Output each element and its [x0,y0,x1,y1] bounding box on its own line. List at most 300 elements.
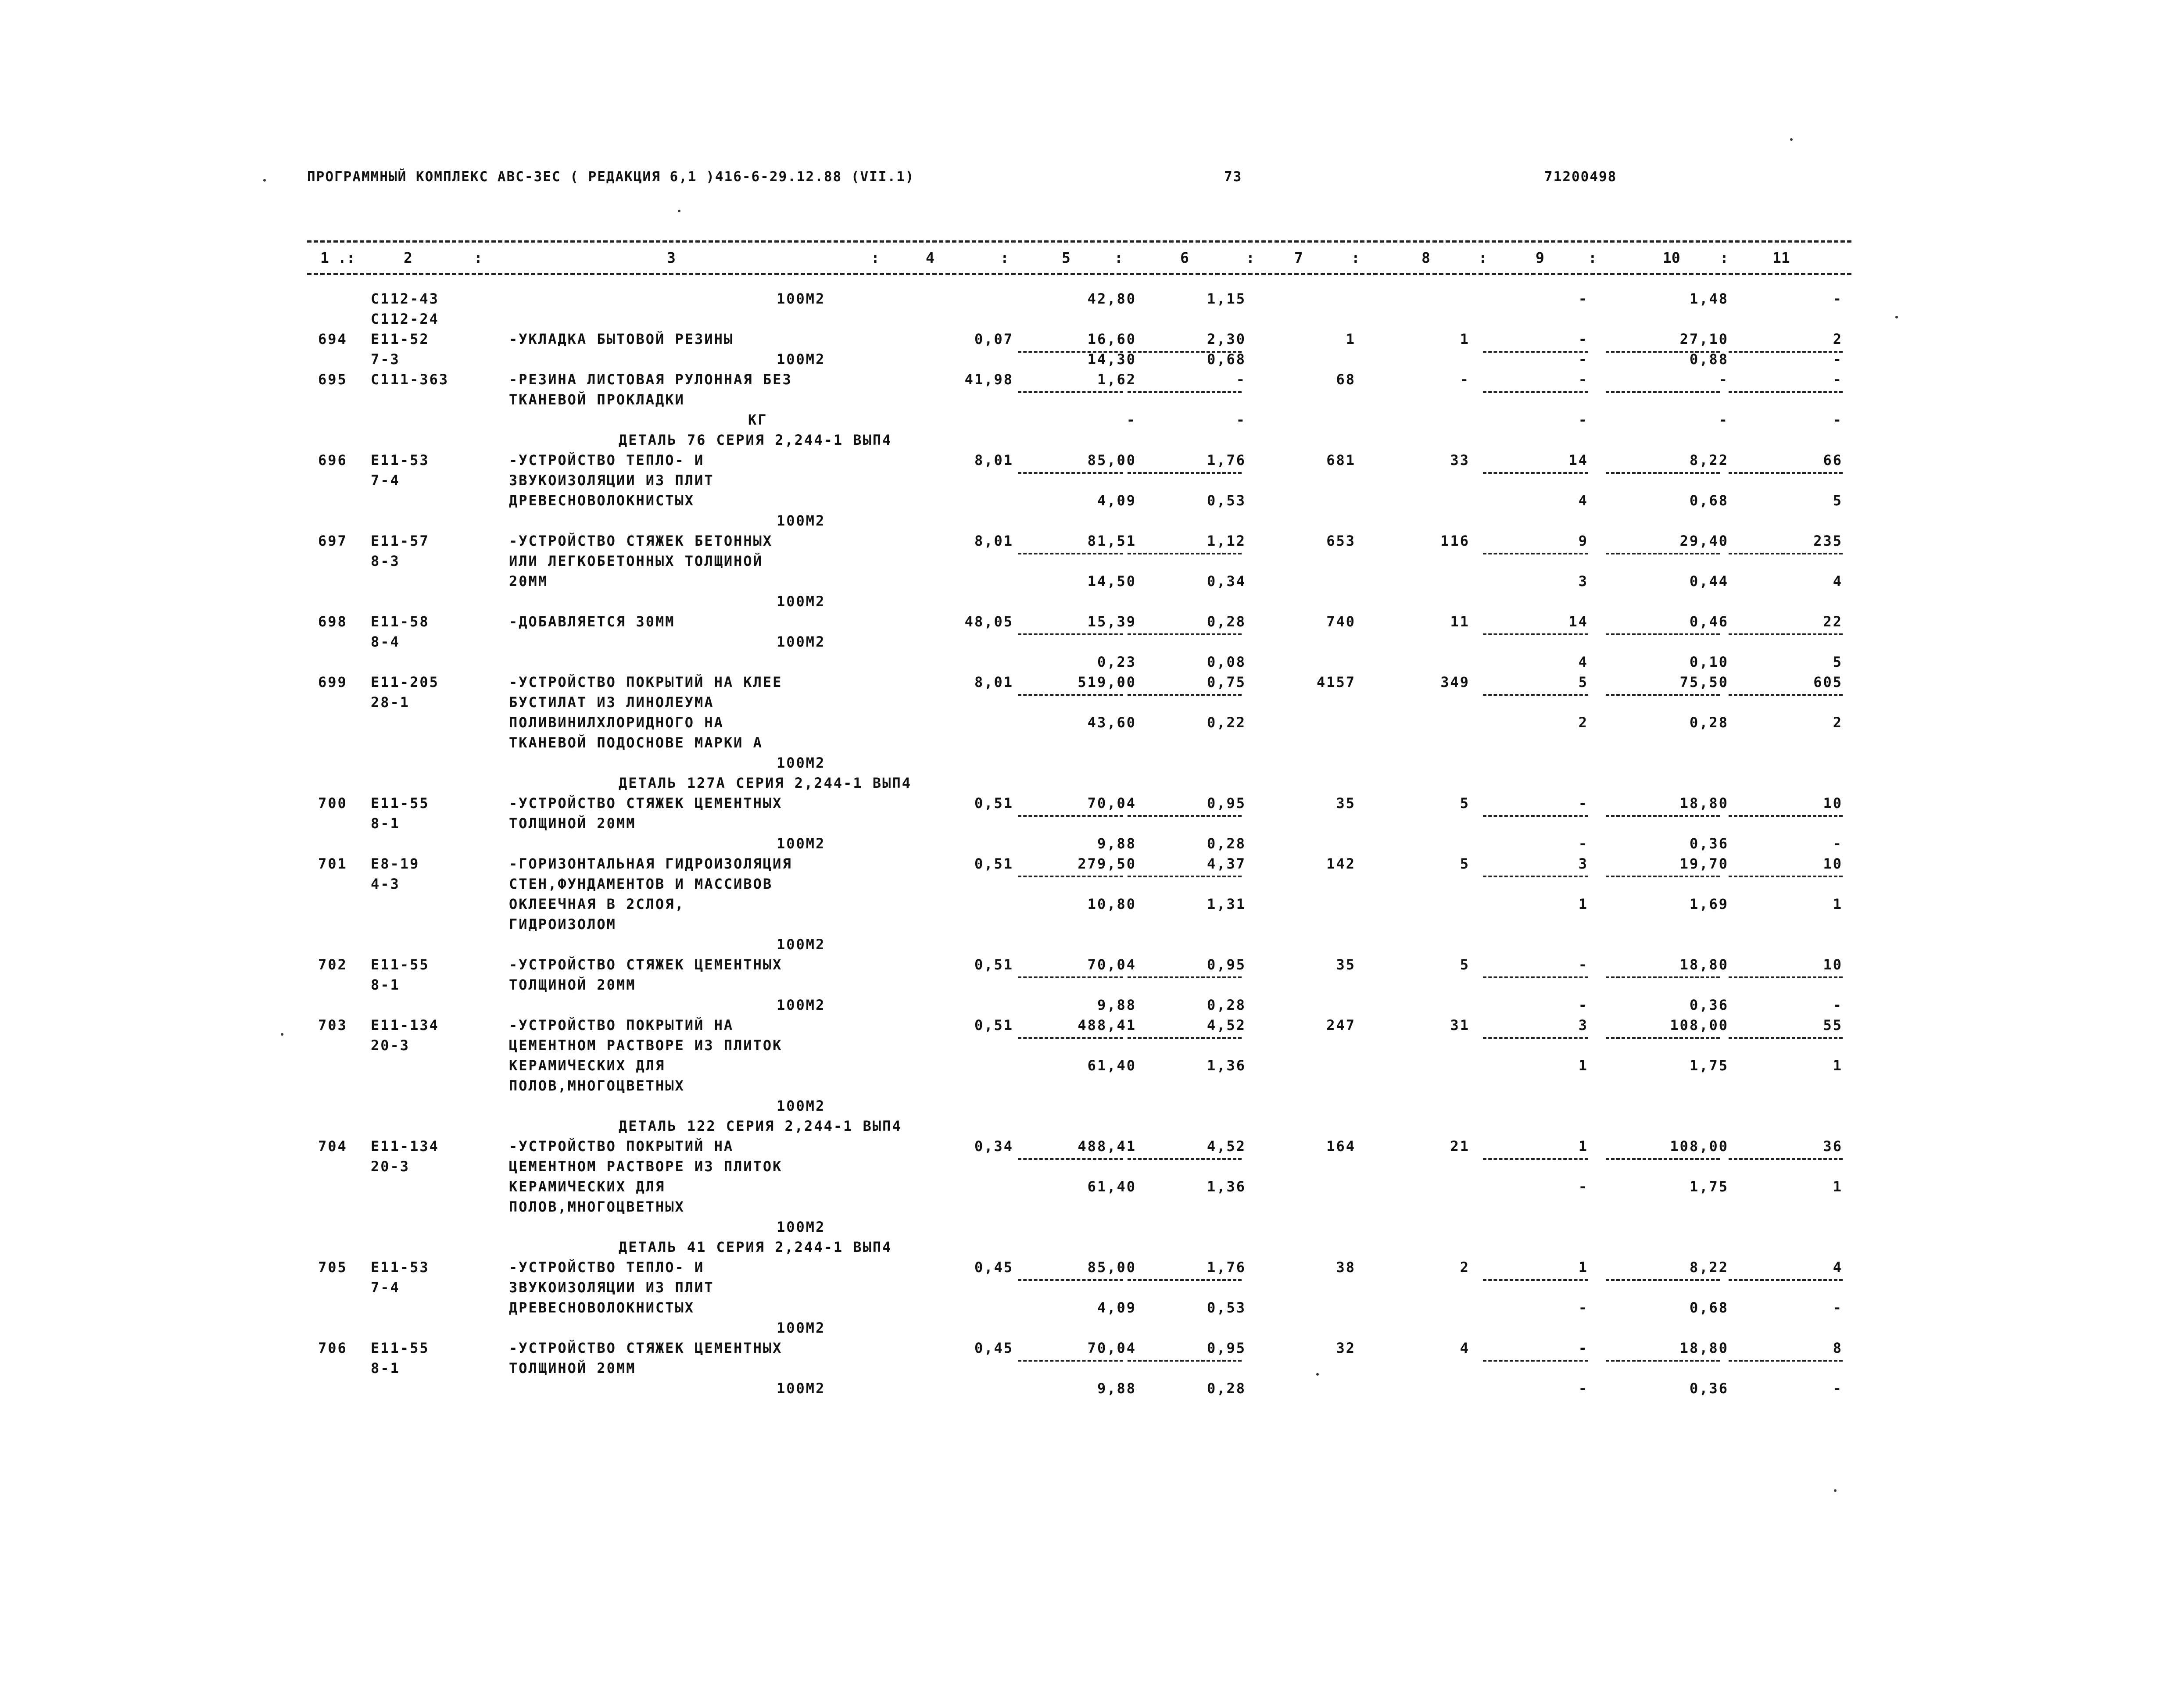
subtotal-separator [1606,976,1720,978]
rate-code: Е11-55 [371,956,430,973]
col10-value: 18,80 [1679,1340,1729,1356]
subtotal-separator [1483,876,1588,877]
quantity: 0,51 [974,1017,1013,1033]
subtotal-separator [1018,1360,1123,1362]
subtotal-separator [1128,976,1242,978]
subtotal-separator [1606,472,1720,474]
unit-of-measure: 100М2 [777,633,826,650]
entry-number: 701 [318,855,347,872]
col6-value: 0,34 [1207,573,1246,590]
rate-code: 28-1 [371,694,410,711]
col9-value: 14 [1568,613,1588,630]
work-description: -УСТРОЙСТВО СТЯЖЕК ЦЕМЕНТНЫХ [509,795,783,812]
col6-value: 0,68 [1207,351,1246,368]
work-description: -УСТРОЙСТВО СТЯЖЕК ЦЕМЕНТНЫХ [509,1340,783,1356]
rate-code: 8-1 [371,1360,400,1377]
work-description: 20ММ [509,573,548,590]
col11-value: - [1833,1299,1843,1316]
column-header: : [871,249,880,266]
column-header: : [1114,249,1123,266]
quantity: 0,45 [974,1259,1013,1276]
col8-value: 116 [1440,533,1470,549]
col5-value: 9,88 [1097,997,1136,1013]
subtotal-separator [1729,876,1843,877]
col11-value: 10 [1823,855,1843,872]
col7-value: 32 [1336,1340,1356,1356]
col11-value: 10 [1823,956,1843,973]
subtotal-separator [1606,1279,1720,1281]
col8-value: 11 [1450,613,1470,630]
col5-value: 488,41 [1078,1138,1136,1155]
col5-value: 4,09 [1097,492,1136,509]
col10-value: 1,48 [1689,290,1729,307]
subtotal-separator [1483,694,1588,696]
col8-value: 31 [1450,1017,1470,1033]
page-number: 73 [1224,169,1242,185]
col9-value: - [1578,1340,1588,1356]
col11-value: - [1833,351,1843,368]
subtotal-separator [1729,1279,1843,1281]
col5-value: 70,04 [1087,956,1136,973]
scan-speck [1834,1489,1837,1492]
col10-value: 0,88 [1689,351,1729,368]
unit-of-measure: 100М2 [777,1219,826,1235]
col9-value: 1 [1578,1138,1588,1155]
col11-value: 55 [1823,1017,1843,1033]
col9-value: 9 [1578,533,1588,549]
work-description: -ГОРИЗОНТАЛЬНАЯ ГИДРОИЗОЛЯЦИЯ [509,855,792,872]
quantity: 0,34 [974,1138,1013,1155]
column-header: 4 [926,249,934,266]
rate-code: 4-3 [371,876,400,892]
col6-value: 1,31 [1207,896,1246,912]
scan-speck [678,210,680,212]
unit-of-measure: 100М2 [777,1098,826,1114]
col11-value: 1 [1833,1057,1843,1074]
column-header: 10 [1663,249,1680,266]
work-description: -УКЛАДКА БЫТОВОЙ РЕЗИНЫ [509,331,734,347]
col6-value: 1,76 [1207,452,1246,468]
col6-value: 0,95 [1207,1340,1246,1356]
col7-value: 653 [1326,533,1356,549]
col10-value: - [1719,371,1729,388]
work-description: ТОЛЩИНОЙ 20ММ [509,1360,636,1377]
rate-code: С112-24 [371,311,439,327]
col11-value: 5 [1833,492,1843,509]
scan-speck [1790,138,1793,141]
quantity: 8,01 [974,674,1013,690]
work-description: ТКАНЕВОЙ ПОДОСНОВЕ МАРКИ А [509,734,763,751]
col5-value: 70,04 [1087,795,1136,812]
col5-value: 0,23 [1097,654,1136,670]
col10-value: 0,36 [1689,835,1729,852]
work-description: ТОЛЩИНОЙ 20ММ [509,815,636,832]
col9-value: 14 [1568,452,1588,468]
subtotal-separator [1606,391,1720,393]
work-description: ПОЛОВ,МНОГОЦВЕТНЫХ [509,1077,685,1094]
subtotal-separator [1483,391,1588,393]
col7-value: 142 [1326,855,1356,872]
col6-value: - [1236,411,1246,428]
col6-value: 0,28 [1207,613,1246,630]
subtotal-separator [1606,1158,1720,1160]
col9-value: - [1578,997,1588,1013]
col6-value: 0,28 [1207,1380,1246,1397]
col8-value: 2 [1460,1259,1470,1276]
rate-code: 8-1 [371,815,400,832]
unit-of-measure: 100М2 [777,512,826,529]
table-top-rule [307,240,1851,243]
entry-number: 706 [318,1340,347,1356]
col5-value: 10,80 [1087,896,1136,912]
col11-value: 4 [1833,1259,1843,1276]
quantity: 0,07 [974,331,1013,347]
subtotal-separator [1128,1037,1242,1039]
col7-value: 740 [1326,613,1356,630]
col9-value: 3 [1578,573,1588,590]
col11-value: 1 [1833,896,1843,912]
unit-of-measure: 100М2 [777,290,826,307]
column-header: 7 [1294,249,1303,266]
unit-of-measure: 100М2 [777,835,826,852]
col8-value: 5 [1460,956,1470,973]
scan-speck [1895,316,1898,318]
col11-value: 1 [1833,1178,1843,1195]
work-description: -УСТРОЙСТВО ПОКРЫТИЙ НА [509,1017,734,1033]
work-description: ГИДРОИЗОЛОМ [509,916,616,933]
col6-value: 0,95 [1207,956,1246,973]
col11-value: - [1833,997,1843,1013]
rate-code: 7-3 [371,351,400,368]
entry-number: 697 [318,533,347,549]
col10-value: 18,80 [1679,795,1729,812]
col8-value: 21 [1450,1138,1470,1155]
column-header: : [1720,249,1729,266]
col8-value: 5 [1460,795,1470,812]
col9-value: 4 [1578,492,1588,509]
rate-code: 7-4 [371,472,400,489]
detail-heading: ДЕТАЛЬ 76 СЕРИЯ 2,244-1 ВЫП4 [619,432,892,448]
entry-number: 696 [318,452,347,468]
subtotal-separator [1018,694,1123,696]
column-header: 9 [1536,249,1544,266]
subtotal-separator [1018,553,1123,554]
col9-value: 2 [1578,714,1588,731]
col8-value: 33 [1450,452,1470,468]
col5-value: 15,39 [1087,613,1136,630]
table-header-rule [307,273,1851,275]
col5-value: 43,60 [1087,714,1136,731]
rate-code: Е11-205 [371,674,439,690]
col6-value: 0,53 [1207,1299,1246,1316]
col11-value: 4 [1833,573,1843,590]
column-header: : [1351,249,1360,266]
work-description: КЕРАМИЧЕСКИХ ДЛЯ [509,1178,666,1195]
subtotal-separator [1128,694,1242,696]
col6-value: 0,53 [1207,492,1246,509]
subtotal-separator [1606,633,1720,635]
col7-value: 38 [1336,1259,1356,1276]
work-description: -УСТРОЙСТВО СТЯЖЕК БЕТОННЫХ [509,533,773,549]
entry-number: 698 [318,613,347,630]
unit-of-measure: 100М2 [777,351,826,368]
col10-value: 108,00 [1670,1138,1729,1155]
rate-code: Е8-19 [371,855,420,872]
quantity: 48,05 [964,613,1013,630]
col7-value: 1 [1346,331,1356,347]
col5-value: 14,30 [1087,351,1136,368]
col9-value: - [1578,290,1588,307]
subtotal-separator [1729,633,1843,635]
subtotal-separator [1729,694,1843,696]
column-header: 8 [1421,249,1430,266]
col10-value: 8,22 [1689,1259,1729,1276]
subtotal-separator [1483,1360,1588,1362]
detail-heading: ДЕТАЛЬ 127А СЕРИЯ 2,244-1 ВЫП4 [619,775,912,791]
unit-of-measure: 100М2 [777,997,826,1013]
col10-value: 0,28 [1689,714,1729,731]
subtotal-separator [1606,694,1720,696]
col6-value: 4,52 [1207,1138,1246,1155]
subtotal-separator [1128,815,1242,817]
work-description: -УСТРОЙСТВО ТЕПЛО- И [509,452,705,468]
rate-code: 8-3 [371,553,400,569]
scan-speck [281,1033,283,1036]
col9-value: - [1578,956,1588,973]
col7-value: 68 [1336,371,1356,388]
subtotal-separator [1483,1158,1588,1160]
entry-number: 694 [318,331,347,347]
col6-value: 2,30 [1207,331,1246,347]
work-description: ДРЕВЕСНОВОЛОКНИСТЫХ [509,492,695,509]
quantity: 0,51 [974,795,1013,812]
subtotal-separator [1483,976,1588,978]
work-description: ПОЛИВИНИЛХЛОРИДНОГО НА [509,714,724,731]
unit-of-measure: 100М2 [777,936,826,953]
rate-code: Е11-57 [371,533,430,549]
subtotal-separator [1729,976,1843,978]
subtotal-separator [1128,1279,1242,1281]
work-description: -УСТРОЙСТВО ПОКРЫТИЙ НА КЛЕЕ [509,674,783,690]
subtotal-separator [1018,1279,1123,1281]
column-header: 2 [404,249,412,266]
subtotal-separator [1483,815,1588,817]
col8-value: 4 [1460,1340,1470,1356]
detail-heading: ДЕТАЛЬ 122 СЕРИЯ 2,244-1 ВЫП4 [619,1118,902,1134]
col9-value: - [1578,331,1588,347]
column-header: 11 [1772,249,1790,266]
rate-code: Е11-55 [371,795,430,812]
work-description: -РЕЗИНА ЛИСТОВАЯ РУЛОННАЯ БЕЗ [509,371,792,388]
work-description: БУСТИЛАТ ИЗ ЛИНОЛЕУМА [509,694,714,711]
col6-value: 0,28 [1207,835,1246,852]
col9-value: - [1578,371,1588,388]
subtotal-separator [1606,1037,1720,1039]
col10-value: 0,44 [1689,573,1729,590]
rate-code: 8-4 [371,633,400,650]
work-description: -УСТРОЙСТВО ТЕПЛО- И [509,1259,705,1276]
col11-value: 605 [1813,674,1843,690]
col11-value: 2 [1833,714,1843,731]
col10-value: - [1719,411,1729,428]
subtotal-separator [1128,1158,1242,1160]
work-description: -УСТРОЙСТВО СТЯЖЕК ЦЕМЕНТНЫХ [509,956,783,973]
subtotal-separator [1018,876,1123,877]
col5-value: - [1126,411,1136,428]
work-description: ЦЕМЕНТНОМ РАСТВОРЕ ИЗ ПЛИТОК [509,1158,783,1175]
subtotal-separator [1483,553,1588,554]
col11-value: 22 [1823,613,1843,630]
rate-code: 8-1 [371,976,400,993]
subtotal-separator [1606,1360,1720,1362]
col10-value: 1,69 [1689,896,1729,912]
rate-code: Е11-53 [371,452,430,468]
subtotal-separator [1729,815,1843,817]
program-header: ПРОГРАММНЫЙ КОМПЛЕКС АВС-ЗЕС ( РЕДАКЦИЯ 6,1 )416-6-29.12.88 (VII.1) [307,169,915,185]
col11-value: 66 [1823,452,1843,468]
col11-value: 36 [1823,1138,1843,1155]
column-header: 3 [667,249,676,266]
work-description: ТКАНЕВОЙ ПРОКЛАДКИ [509,391,685,408]
work-description: ДРЕВЕСНОВОЛОКНИСТЫХ [509,1299,695,1316]
subtotal-separator [1018,391,1123,393]
col9-value: 4 [1578,654,1588,670]
col7-value: 681 [1326,452,1356,468]
col7-value: 4157 [1316,674,1356,690]
col6-value: 4,37 [1207,855,1246,872]
subtotal-separator [1018,1158,1123,1160]
rate-code: Е11-52 [371,331,430,347]
col8-value: 349 [1440,674,1470,690]
col9-value: 1 [1578,1259,1588,1276]
col10-value: 1,75 [1689,1057,1729,1074]
subtotal-separator [1128,391,1242,393]
scan-speck [263,179,266,182]
subtotal-separator [1606,553,1720,554]
col11-value: - [1833,835,1843,852]
col11-value: 8 [1833,1340,1843,1356]
unit-of-measure: 100М2 [777,1380,826,1397]
entry-number: 700 [318,795,347,812]
col11-value: - [1833,290,1843,307]
column-header: 1 .: [320,249,355,266]
col7-value: 35 [1336,795,1356,812]
col5-value: 61,40 [1087,1057,1136,1074]
col5-value: 81,51 [1087,533,1136,549]
work-description: СТЕН,ФУНДАМЕНТОВ И МАССИВОВ [509,876,773,892]
col6-value: 0,08 [1207,654,1246,670]
rate-code: Е11-55 [371,1340,430,1356]
work-description: -ДОБАВЛЯЕТСЯ 30ММ [509,613,675,630]
work-description: ПОЛОВ,МНОГОЦВЕТНЫХ [509,1198,685,1215]
subtotal-separator [1128,553,1242,554]
subtotal-separator [1018,633,1123,635]
work-description: КЕРАМИЧЕСКИХ ДЛЯ [509,1057,666,1074]
col6-value: 0,95 [1207,795,1246,812]
rate-code: С112-43 [371,290,439,307]
col9-value: 5 [1578,674,1588,690]
quantity: 8,01 [974,533,1013,549]
col10-value: 0,46 [1689,613,1729,630]
col5-value: 14,50 [1087,573,1136,590]
unit-of-measure: КГ [748,411,768,428]
col10-value: 19,70 [1679,855,1729,872]
col5-value: 279,50 [1078,855,1136,872]
col10-value: 0,36 [1689,997,1729,1013]
entry-number: 695 [318,371,347,388]
subtotal-separator [1606,876,1720,877]
quantity: 8,01 [974,452,1013,468]
entry-number: 702 [318,956,347,973]
col9-value: 3 [1578,1017,1588,1033]
col5-value: 9,88 [1097,835,1136,852]
subtotal-separator [1018,472,1123,474]
col11-value: - [1833,371,1843,388]
col5-value: 70,04 [1087,1340,1136,1356]
subtotal-separator [1483,1279,1588,1281]
work-description: ЦЕМЕНТНОМ РАСТВОРЕ ИЗ ПЛИТОК [509,1037,783,1054]
col5-value: 1,62 [1097,371,1136,388]
rate-code: С111-363 [371,371,449,388]
col6-value: 1,12 [1207,533,1246,549]
column-header: : [1588,249,1597,266]
subtotal-separator [1128,472,1242,474]
col9-value: 1 [1578,896,1588,912]
subtotal-separator [1729,391,1843,393]
subtotal-separator [1018,815,1123,817]
col7-value: 247 [1326,1017,1356,1033]
col9-value: - [1578,835,1588,852]
entry-number: 699 [318,674,347,690]
col9-value: - [1578,1178,1588,1195]
col5-value: 42,80 [1087,290,1136,307]
column-header: : [474,249,483,266]
col6-value: 4,52 [1207,1017,1246,1033]
document-code: 71200498 [1544,169,1617,185]
quantity: 41,98 [964,371,1013,388]
subtotal-separator [1483,633,1588,635]
rate-code: Е11-58 [371,613,430,630]
scan-speck [1316,1373,1319,1376]
column-header: : [1246,249,1255,266]
subtotal-separator [1018,1037,1123,1039]
unit-of-measure: 100М2 [777,1319,826,1336]
col6-value: 0,22 [1207,714,1246,731]
column-header: 6 [1180,249,1189,266]
col5-value: 85,00 [1087,1259,1136,1276]
quantity: 0,51 [974,956,1013,973]
col5-value: 9,88 [1097,1380,1136,1397]
col6-value: 0,75 [1207,674,1246,690]
subtotal-separator [1729,1158,1843,1160]
subtotal-separator [1128,876,1242,877]
col6-value: 1,36 [1207,1178,1246,1195]
col10-value: 29,40 [1679,533,1729,549]
col10-value: 108,00 [1670,1017,1729,1033]
col5-value: 519,00 [1078,674,1136,690]
col5-value: 85,00 [1087,452,1136,468]
col11-value: - [1833,1380,1843,1397]
rate-code: 7-4 [371,1279,400,1296]
subtotal-separator [1729,472,1843,474]
quantity: 0,45 [974,1340,1013,1356]
col11-value: 5 [1833,654,1843,670]
column-header: 5 [1062,249,1071,266]
col7-value: 35 [1336,956,1356,973]
col10-value: 0,10 [1689,654,1729,670]
rate-code: Е11-134 [371,1017,439,1033]
col8-value: 1 [1460,331,1470,347]
